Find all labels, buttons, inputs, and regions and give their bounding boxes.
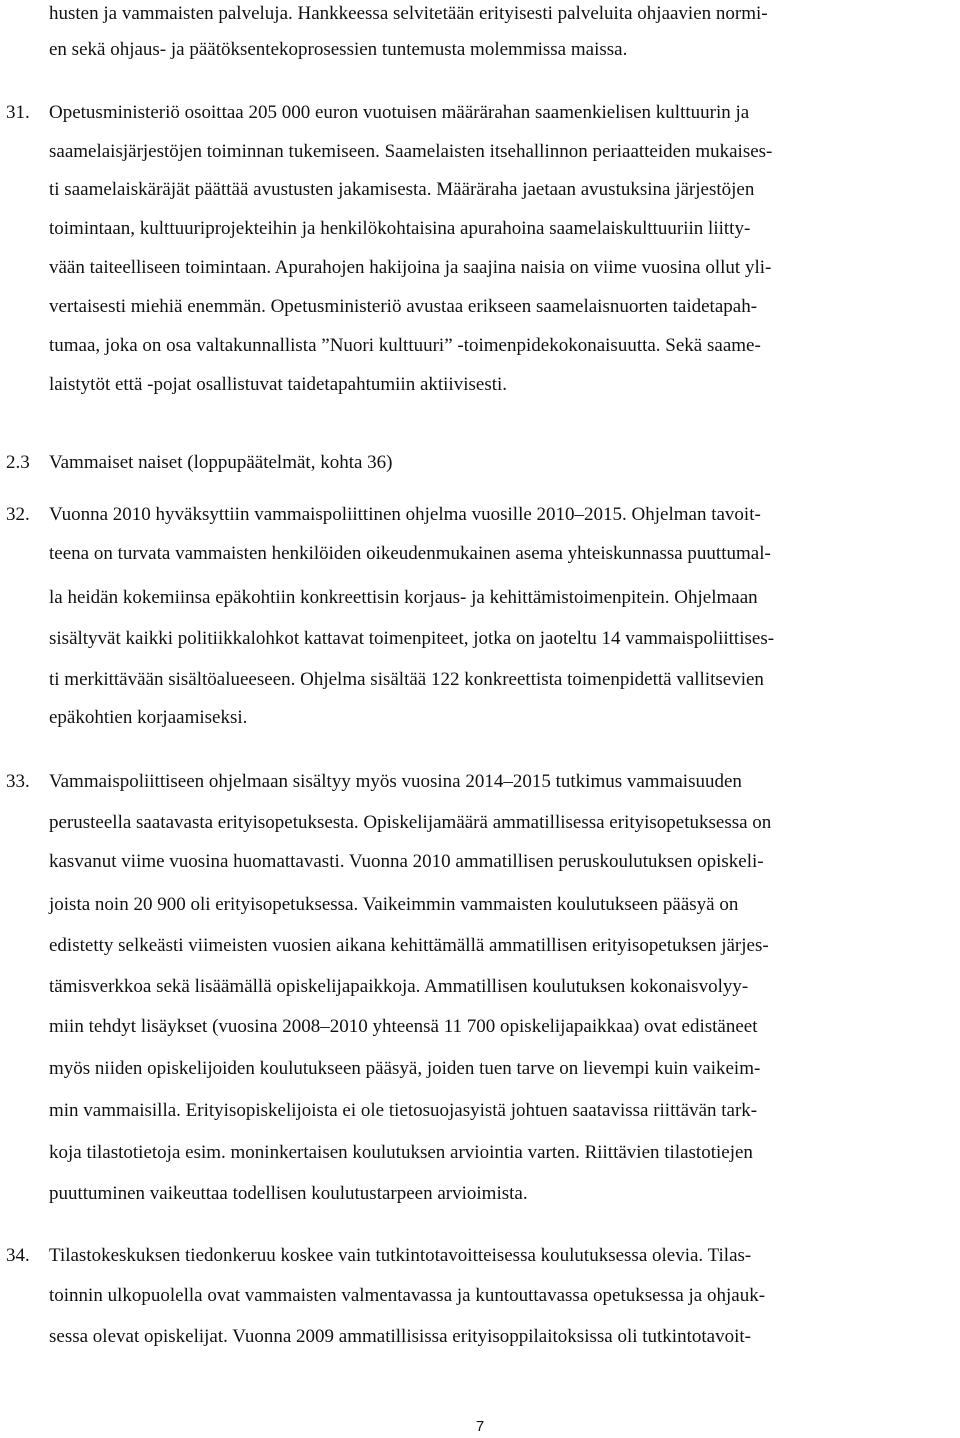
p33-line: edistetty selkeästi viimeisten vuosien aikana kehittämällä ammatillisen erityisopetuksen järjes- — [49, 935, 769, 956]
p33-line: perusteella saatavasta erityisopetuksesta. Opiskelijamäärä ammatillisessa erityisopetuksessa on — [49, 812, 772, 833]
p31-line: saamelaisjärjestöjen toiminnan tukemiseen. Saamelaisten itsehallinnon periaatteiden mukaises- — [49, 141, 773, 162]
p31-line: vään taiteelliseen toimintaan. Apurahojen hakijoina ja saajina naisia on viime vuosina ollut yli- — [49, 257, 772, 278]
paragraph-number: 31. — [6, 102, 30, 123]
intro-line: en sekä ohjaus- ja päätöksentekoprosessien tuntemusta molemmissa maissa. — [49, 39, 628, 60]
p32-line: sisältyvät kaikki politiikkalohkot kattavat toimenpiteet, jotka on jaoteltu 14 vammaispoliittises- — [49, 628, 775, 649]
p32-line: la heidän kokemiinsa epäkohtiin konkreettisin korjaus- ja kehittämistoimenpitein. Ohjelmaan — [49, 587, 758, 608]
paragraph-number: 32. — [6, 504, 30, 525]
p33-line: joista noin 20 900 oli erityisopetuksessa. Vaikeimmin vammaisten koulutukseen pääsyä on — [49, 894, 739, 915]
p33-line: min vammaisilla. Erityisopiskelijoista ei ole tietosuojasyistä johtuen saatavissa riittävän tark- — [49, 1100, 758, 1121]
p33-line: puuttuminen vaikeuttaa todellisen koulutustarpeen arvioimista. — [49, 1183, 528, 1204]
p33-line: miin tehdyt lisäykset (vuosina 2008–2010 yhteensä 11 700 opiskelijapaikkaa) ovat edistäneet — [49, 1016, 758, 1037]
p32-line: teena on turvata vammaisten henkilöiden oikeudenmukainen asema yhteiskunnassa puuttumal- — [49, 543, 771, 564]
p31-line: laistytöt että -pojat osallistuvat taidetapahtumiin aktiivisesti. — [49, 374, 508, 395]
p31-line: vertaisesti miehiä enemmän. Opetusministeriö avustaa erikseen saamelaisnuorten taidetapah- — [49, 296, 758, 317]
p33-line: Vammaispoliittiseen ohjelmaan sisältyy myös vuosina 2014–2015 tutkimus vammaisuuden — [49, 771, 742, 792]
intro-line: husten ja vammaisten palveluja. Hankkeessa selvitetään erityisesti palveluita ohjaavien normi- — [49, 3, 768, 24]
p32-line: ti merkittävään sisältöalueeseen. Ohjelma sisältää 122 konkreettista toimenpidettä vallitsevien — [49, 669, 764, 690]
p34-line: toinnin ulkopuolella ovat vammaisten valmentavassa ja kuntouttavassa opetuksessa ja ohjauk- — [49, 1285, 766, 1306]
p32-line: Vuonna 2010 hyväksyttiin vammaispoliittinen ohjelma vuosille 2010–2015. Ohjelman tavoit- — [49, 504, 761, 525]
section-heading — [6, 451, 392, 475]
page-number: 7 — [475, 1418, 485, 1435]
p33-line: tämisverkkoa sekä lisäämällä opiskelijapaikkoja. Ammatillisen koulutuksen kokonaisvolyy- — [49, 976, 749, 997]
section-title: Vammaiset naiset (loppupäätelmät, kohta 36) — [49, 452, 393, 473]
p34-line: Tilastokeskuksen tiedonkeruu koskee vain tutkintotavoitteisessa koulutuksessa olevia. Tilas- — [49, 1245, 752, 1266]
p31-line: Opetusministeriö osoittaa 205 000 euron vuotuisen määrärahan saamenkielisen kulttuurin ja — [49, 102, 750, 123]
p31-line: ti saamelaiskäräjät päättää avustusten jakamisesta. Määräraha jaetaan avustuksina järjestöjen — [49, 179, 755, 200]
p32-line: epäkohtien korjaamiseksi. — [49, 707, 248, 728]
p33-line: kasvanut viime vuosina huomattavasti. Vuonna 2010 ammatillisen peruskoulutuksen opiskeli- — [49, 851, 764, 872]
paragraph-number: 34. — [6, 1245, 30, 1266]
p31-line: tumaa, joka on osa valtakunnallista ”Nuori kulttuuri” -toimenpidekokonaisuutta. Sekä saame- — [49, 335, 761, 356]
section-number: 2.3 — [6, 452, 30, 473]
p34-line: sessa olevat opiskelijat. Vuonna 2009 ammatillisissa erityisoppilaitoksissa oli tutkintotavoit- — [49, 1326, 751, 1347]
paragraph-number: 33. — [6, 771, 30, 792]
p33-line: koja tilastotietoja esim. moninkertaisen koulutuksen arviointia varten. Riittävien tilastotiejen — [49, 1142, 753, 1163]
p33-line: myös niiden opiskelijoiden koulutukseen pääsyä, joiden tuen tarve on lievempi kuin vaikeim- — [49, 1058, 761, 1079]
p31-line: toimintaan, kulttuuriprojekteihin ja henkilökohtaisina apurahoina saamelaiskulttuuriin liitty- — [49, 218, 751, 239]
